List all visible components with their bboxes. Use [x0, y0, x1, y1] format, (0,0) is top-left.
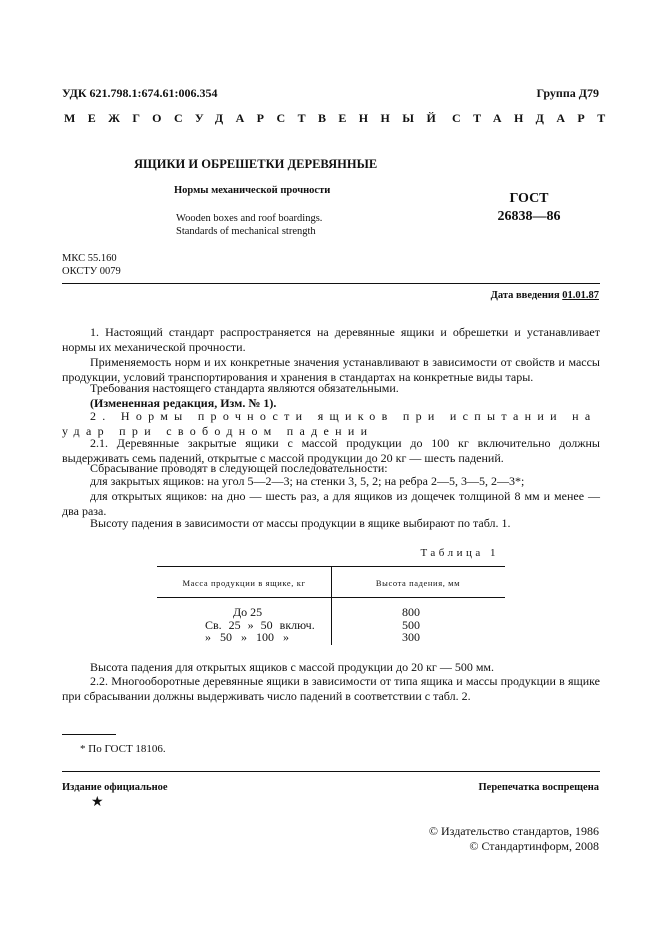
okstu-code: ОКСТУ 0079	[62, 266, 121, 277]
table-cell-height: 800	[402, 605, 420, 619]
section-2-heading: 2. Нормы прочности ящиков при испытании на удар при свободном падении	[62, 409, 597, 438]
copyright-publisher: © Издательство стандартов, 1986	[428, 824, 599, 838]
footnote: * По ГОСТ 18106.	[80, 743, 166, 755]
paragraph-table-ref: Высоту падения в зависимости от массы продукции в ящике выбирают по табл. 1.	[90, 516, 511, 530]
paragraph-3: Требования настоящего стандарта являются обязательными.	[90, 381, 399, 395]
table-cell-height: 300	[402, 630, 420, 644]
table-row	[205, 631, 289, 644]
paragraph-1: 1. Настоящий стандарт распространяется на деревянные ящики и обрешетки и устанавливает нормы их механической прочности.	[62, 325, 600, 354]
star-icon: ★	[91, 795, 104, 810]
english-title-line-1: Wooden boxes and roof boardings.	[176, 213, 323, 224]
introduction-date	[491, 290, 599, 301]
copyright-standartinform: © Стандартинформ, 2008	[469, 839, 599, 853]
table-cell-mass: Св. 25 » 50 включ.	[205, 618, 315, 632]
gost-label: ГОСТ	[509, 191, 549, 206]
udk-code: УДК 621.798.1:674.61:006.354	[62, 86, 218, 100]
copyright-block	[429, 824, 599, 854]
document-subtitle: Нормы механической прочности	[174, 185, 331, 196]
paragraph-closed-boxes: для закрытых ящиков: на угол 5—2—3; на стенки 3, 5, 2; на ребра 2—5, 3—5, 2—3*;	[90, 474, 525, 488]
english-title-line-2: Standards of mechanical strength	[176, 226, 316, 237]
standard-type-left: МЕЖГОСУДАРСТВЕННЫЙ	[64, 111, 449, 125]
footnote-rule	[62, 734, 116, 735]
classification-codes	[62, 252, 121, 278]
introduction-date-value: 01.01.87	[562, 290, 599, 301]
document-title: ЯЩИКИ И ОБРЕШЕТКИ ДЕРЕВЯННЫЕ	[134, 157, 378, 171]
standard-type-right: СТАНДАРТ	[452, 111, 618, 125]
paragraph-2: Применяемость норм и их конкретные значения устанавливают в зависимости от свойств и массы продукции, условий транспортирования и хранения в стандартах на конкретные виды тары.	[62, 355, 600, 384]
paragraph-drop-sequence: Сбрасывание проводят в следующей последовательности:	[90, 461, 388, 475]
official-edition: Издание официальное	[62, 782, 168, 793]
table-header-rule	[157, 597, 505, 598]
paragraph-2-2: 2.2. Многооборотные деревянные ящики в зависимости от типа ящика и массы продукции в ящике при сбрасывании должны выдерживать число падений в соответствии с табл. 2.	[62, 674, 600, 703]
introduction-date-label: Дата введения	[490, 290, 560, 301]
paragraph-open-drop-height: Высота падения для открытых ящиков с массой продукции до 20 кг — 500 мм.	[90, 660, 495, 674]
table-1-caption: Таблица 1	[420, 547, 499, 559]
table-cell-mass: До 25	[233, 605, 263, 619]
header-divider	[62, 283, 600, 284]
table-header-mass: Масса продукции в ящике, кг	[182, 578, 306, 588]
table-cell-height: 500	[402, 618, 420, 632]
table-column-divider	[331, 566, 332, 645]
reprint-prohibited: Перепечатка воспрещена	[478, 782, 599, 793]
amendment-note: (Измененная редакция, Изм. № 1).	[90, 396, 277, 410]
paragraph-open-boxes: для открытых ящиков: на дно — шесть раз, а для ящиков из дощечек толщиной 8 мм и менее — два раза.	[62, 489, 600, 518]
group-code: Группа Д79	[536, 86, 599, 100]
footer-divider	[62, 771, 600, 772]
gost-designation	[484, 190, 574, 226]
table-row	[205, 606, 262, 619]
english-title	[176, 212, 322, 238]
mks-code: МКС 55.160	[62, 253, 117, 264]
paragraph-2-1: 2.1. Деревянные закрытые ящики с массой продукции до 100 кг включительно должны выдерживать семь падений, открытые с массой продукции до 20 кг — шесть падений.	[62, 436, 600, 465]
table-header-height: Высота падения, мм	[375, 578, 461, 588]
table-cell-mass: » 50 » 100 »	[205, 630, 289, 644]
gost-number: 26838—86	[497, 209, 561, 224]
